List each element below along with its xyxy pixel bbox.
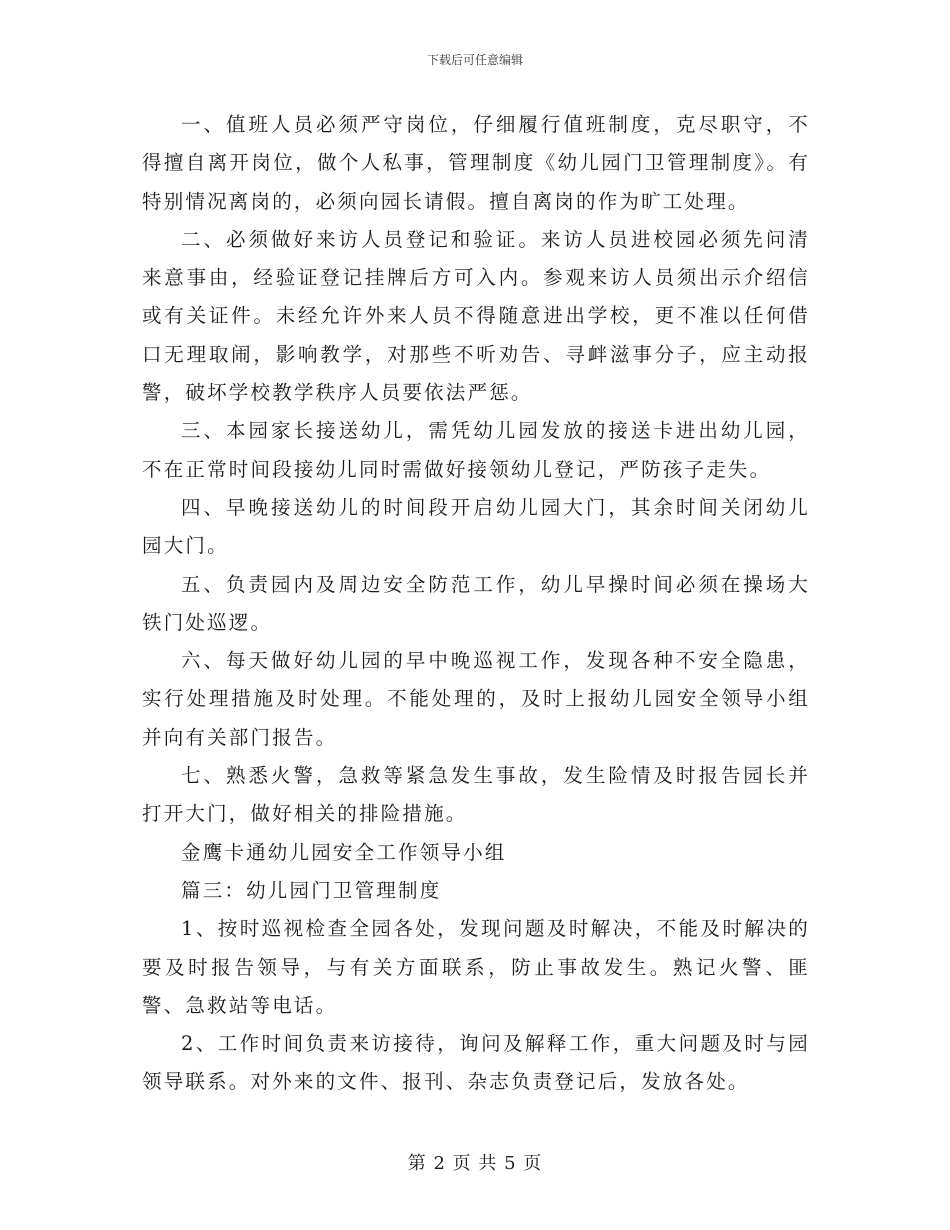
- paragraph-rule-6: 六、每天做好幼儿园的早中晚巡视工作，发现各种不安全隐患，实行处理措施及时处理。不能处理的，及时上报幼儿园安全领导小组并向有关部门报告。: [142, 649, 810, 749]
- page-number-label: 第 2 页 共 5 页: [407, 1153, 543, 1174]
- paragraph-rule-5: 五、负责园内及周边安全防范工作，幼儿早操时间必须在操场大铁门处巡逻。: [142, 572, 810, 634]
- paragraph-rule-1: 一、值班人员必须严守岗位，仔细履行值班制度，克尽职守，不得擅自离开岗位，做个人私事，管理制度《幼儿园门卫管理制度》。有特别情况离岗的，必须向园长请假。擅自离岗的作为旷工处理。: [142, 113, 810, 213]
- paragraph-item-2: 2、工作时间负责来访接待，询问及解释工作，重大问题及时与园领导联系。对外来的文件、报刊、杂志负责登记后，发放各处。: [142, 1032, 810, 1094]
- page-number-footer: [0, 1152, 950, 1176]
- paragraph-rule-2: 二、必须做好来访人员登记和验证。来访人员进校园必须先问清来意事由，经验证登记挂牌后方可入内。参观来访人员须出示介绍信或有关证件。未经允许外来人员不得随意进出学校，更不准以任何借口无理取闹，影响教学，对那些不听劝告、寻衅滋事分子，应主动报警，破坏学校教学秩序人员要依法严惩。: [142, 227, 810, 405]
- section-title: 篇三：幼儿园门卫管理制度: [181, 878, 442, 902]
- paragraph-rule-3: 三、本园家长接送幼儿，需凭幼儿园发放的接送卡进出幼儿园，不在正常时间段接幼儿同时需做好接领幼儿登记，严防孩子走失。: [142, 419, 810, 481]
- paragraph-rule-4: 四、早晚接送幼儿的时间段开启幼儿园大门，其余时间关闭幼儿园大门。: [142, 495, 810, 558]
- page-header-note: 下载后可任意编辑: [426, 53, 523, 67]
- paragraph-item-1: 1、按时巡视检查全园各处，发现问题及时解决，不能及时解决的要及时报告领导，与有关方面联系，防止事故发生。熟记火警、匪警、急救站等电话。: [142, 917, 810, 1017]
- paragraph-rule-7: 七、熟悉火警，急救等紧急发生事故，发生险情及时报告园长并打开大门，做好相关的排险措施。: [142, 764, 810, 826]
- signature-organization: 金鹰卡通幼儿园安全工作领导小组: [181, 840, 507, 864]
- document-body: [142, 106, 810, 1102]
